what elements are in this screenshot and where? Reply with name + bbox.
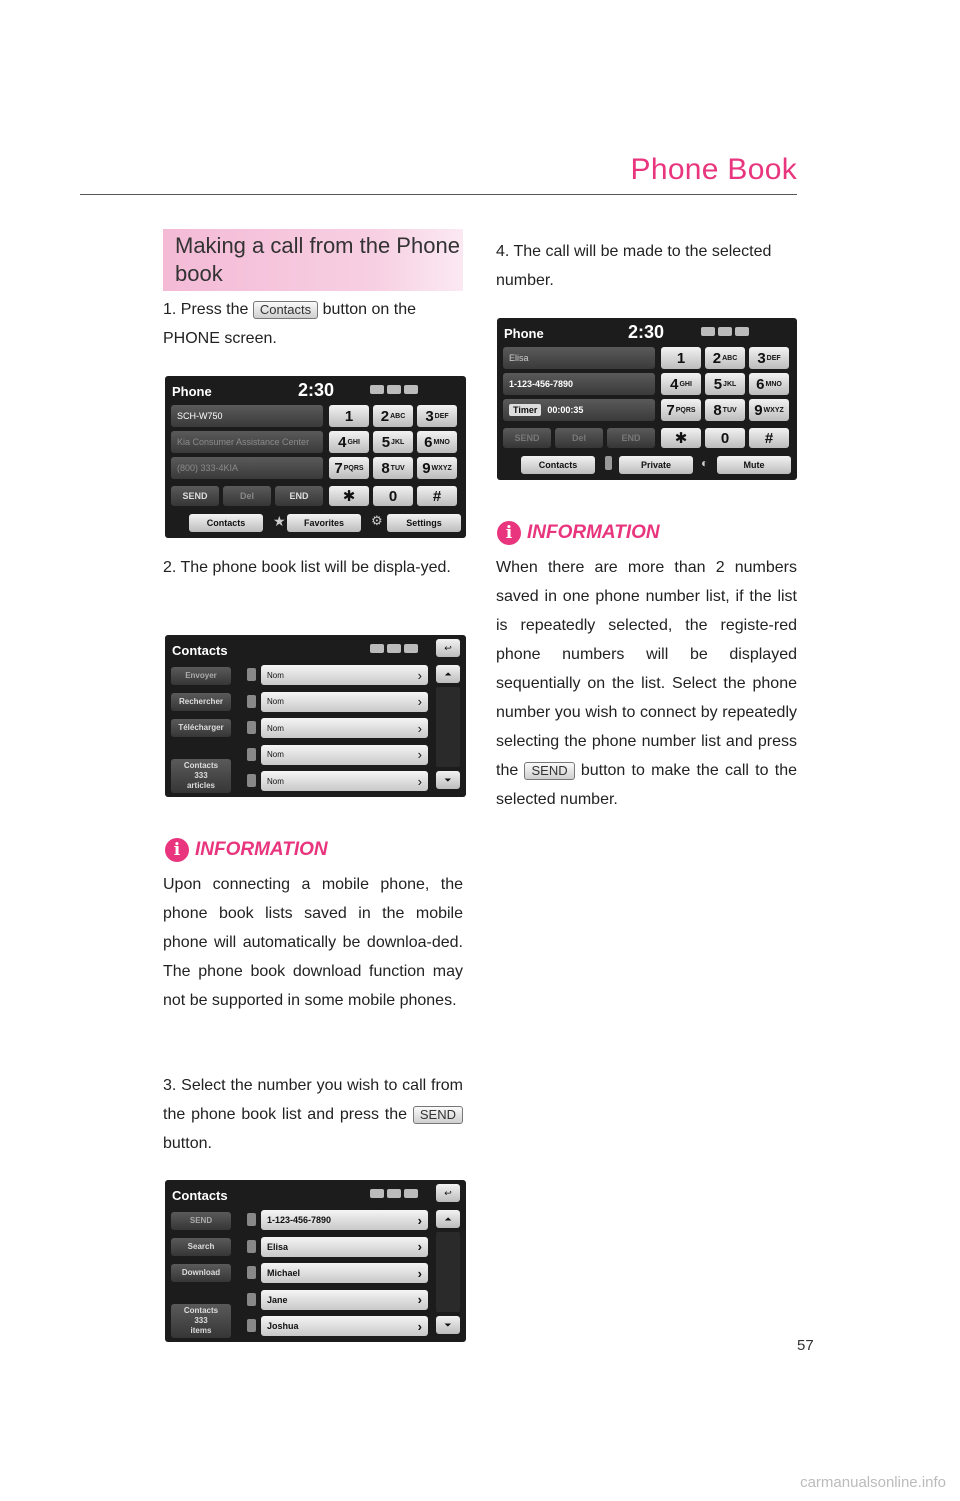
keypad-key: 7 PQRS <box>329 457 369 479</box>
phone-icon <box>247 1240 256 1253</box>
keypad-key: 8 TUV <box>705 399 745 421</box>
keypad-key: ✱ <box>329 486 369 506</box>
list-item: Nom › <box>261 692 428 712</box>
keypad-key: 6 MNO <box>417 431 457 453</box>
page-number: 57 <box>797 1337 814 1354</box>
in-call-screen-image <box>497 318 797 480</box>
screen-title: Contacts <box>172 1188 228 1203</box>
contacts-screen-image <box>165 635 466 797</box>
contact-name-field: Kia Consumer Assistance Center <box>171 431 323 453</box>
screen-title: Contacts <box>172 643 228 658</box>
chevron-right-icon: › <box>417 694 422 709</box>
phone-screen-image <box>165 376 466 538</box>
gear-icon: ⚙ <box>371 513 383 528</box>
phone-icon <box>247 1266 256 1279</box>
section-title: Making a call from the Phone book <box>175 233 460 286</box>
keypad-key: ✱ <box>661 428 701 448</box>
chevron-right-icon: › <box>417 720 422 736</box>
call-timer-field: Timer 00:00:35 <box>503 399 655 421</box>
chevron-right-icon: › <box>417 1292 422 1307</box>
phone-icon <box>247 668 256 681</box>
phone-icon <box>247 1213 256 1226</box>
list-item: 1-123-456-7890 › <box>261 1210 428 1230</box>
side-button-download: Download <box>171 1264 231 1282</box>
side-button-send: SEND <box>171 1212 231 1230</box>
scroll-down-icon: ⏷ <box>436 1316 460 1334</box>
back-icon: ↩ <box>436 1184 460 1202</box>
keypad-key: 0 <box>705 428 745 448</box>
phone-icon <box>247 748 256 761</box>
caller-number-field: 1-123-456-7890 <box>503 373 655 395</box>
chevron-right-icon: › <box>417 1318 422 1334</box>
step-2: 2. The phone book list will be displa-yed. <box>163 559 451 576</box>
status-icons <box>370 1189 418 1198</box>
chevron-right-icon: › <box>417 773 422 789</box>
status-icons <box>370 385 418 394</box>
phone-icon <box>247 1319 256 1332</box>
step-3: 3. Select the number you wish to call from the phone book list and press the SEND button. <box>163 1077 463 1152</box>
information-text: When there are more than 2 numbers saved in one phone number list, if the list is repeatedly selected, the registe-red phone numbers will be displayed sequentially on the list. Select the phone number you wish to connect by repeatedly selecting the phone number list and press the SEND button to make the call to the selected number. <box>496 559 797 808</box>
end-button: END <box>607 428 655 448</box>
side-button-download: Télécharger <box>171 719 231 737</box>
keypad-key: 9 WXYZ <box>417 457 457 479</box>
information-heading: i INFORMATION <box>165 838 328 862</box>
keypad-key: 0 <box>373 486 413 506</box>
chevron-right-icon: › <box>417 1212 422 1228</box>
step-4: 4. The call will be made to the selected number. <box>496 243 772 289</box>
list-item: Nom › <box>261 665 428 685</box>
settings-button: Settings <box>387 514 461 532</box>
private-button: Private <box>619 456 693 474</box>
phone-icon <box>247 721 256 734</box>
handset-icon <box>605 456 612 470</box>
info-icon: i <box>165 838 189 862</box>
chevron-right-icon: › <box>417 1239 422 1254</box>
keypad-key: 1 <box>661 347 701 369</box>
list-item: Michael › <box>261 1263 428 1283</box>
contacts-button: Contacts <box>189 514 263 532</box>
keypad-key: 3 DEF <box>749 347 789 369</box>
header-divider <box>80 194 797 195</box>
keypad-key: 5 JKL <box>373 431 413 453</box>
contacts-count: Contacts 333 items <box>171 1304 231 1338</box>
list-item: Nom › <box>261 745 428 765</box>
keypad-key: 2 ABC <box>705 347 745 369</box>
contacts-inline-button: Contacts <box>253 301 318 319</box>
status-icons <box>701 327 749 336</box>
list-item: Jane › <box>261 1290 428 1310</box>
scroll-up-icon: ⏶ <box>436 1210 460 1228</box>
information-text: Upon connecting a mobile phone, the phone book lists saved in the mobile phone will automatically be downloa-ded. The phone book download function may not be supported in some mobile phones. <box>163 876 463 1009</box>
keypad-key: 2 ABC <box>373 405 413 427</box>
send-button: SEND <box>503 428 551 448</box>
star-icon: ★ <box>273 513 286 529</box>
phone-icon <box>247 695 256 708</box>
list-item: Elisa › <box>261 1237 428 1257</box>
contacts-list-screen-image <box>165 1180 466 1342</box>
device-name-field: SCH-W750 <box>171 405 323 427</box>
chevron-right-icon: › <box>417 747 422 762</box>
del-button: Del <box>555 428 603 448</box>
keypad-key: 4 GHI <box>329 431 369 453</box>
end-button: END <box>275 486 323 506</box>
scrollbar <box>436 687 460 767</box>
watermark: carmanualsonline.info <box>800 1474 946 1491</box>
speaker-icon: ◐ <box>701 456 709 470</box>
phone-icon <box>247 774 256 787</box>
keypad-key: 9 WXYZ <box>749 399 789 421</box>
keypad-key: 1 <box>329 405 369 427</box>
keypad-key: 6 MNO <box>749 373 789 395</box>
keypad-key: # <box>749 428 789 448</box>
screen-clock: 2:30 <box>628 322 665 342</box>
scroll-up-icon: ⏶ <box>436 665 460 683</box>
list-item: Joshua › <box>261 1316 428 1336</box>
status-icons <box>370 644 418 653</box>
send-inline-button: SEND <box>524 762 574 780</box>
screen-title: Phone <box>504 326 544 341</box>
step-1: 1. Press the Contacts button on the PHONE screen. <box>163 301 417 347</box>
side-button-search: Rechercher <box>171 693 231 711</box>
keypad-key: 3 DEF <box>417 405 457 427</box>
screen-clock: 2:30 <box>298 380 335 400</box>
chevron-right-icon: › <box>417 667 422 683</box>
contacts-button: Contacts <box>521 456 595 474</box>
screen-title: Phone <box>172 384 212 399</box>
chevron-right-icon: › <box>417 1265 422 1281</box>
information-heading: i INFORMATION <box>497 521 660 545</box>
phone-icon <box>247 1293 256 1306</box>
info-icon: i <box>497 521 521 545</box>
side-button-send: Envoyer <box>171 667 231 685</box>
list-item: Nom › <box>261 771 428 791</box>
keypad-key: 8 TUV <box>373 457 413 479</box>
back-icon: ↩ <box>436 639 460 657</box>
keypad-key: 4 GHI <box>661 373 701 395</box>
page-header-title: Phone Book <box>630 153 797 186</box>
number-field: (800) 333-4KIA <box>171 457 323 479</box>
mute-button: Mute <box>717 456 791 474</box>
side-button-search: Search <box>171 1238 231 1256</box>
contacts-count: Contacts 333 articles <box>171 759 231 793</box>
favorites-button: Favorites <box>287 514 361 532</box>
scrollbar <box>436 1232 460 1312</box>
keypad-key: # <box>417 486 457 506</box>
del-button: Del <box>223 486 271 506</box>
caller-name-field: Elisa <box>503 347 655 369</box>
list-item: Nom › <box>261 718 428 738</box>
send-inline-button: SEND <box>413 1106 463 1124</box>
send-button: SEND <box>171 486 219 506</box>
keypad-key: 5 JKL <box>705 373 745 395</box>
scroll-down-icon: ⏷ <box>436 771 460 789</box>
keypad-key: 7 PQRS <box>661 399 701 421</box>
